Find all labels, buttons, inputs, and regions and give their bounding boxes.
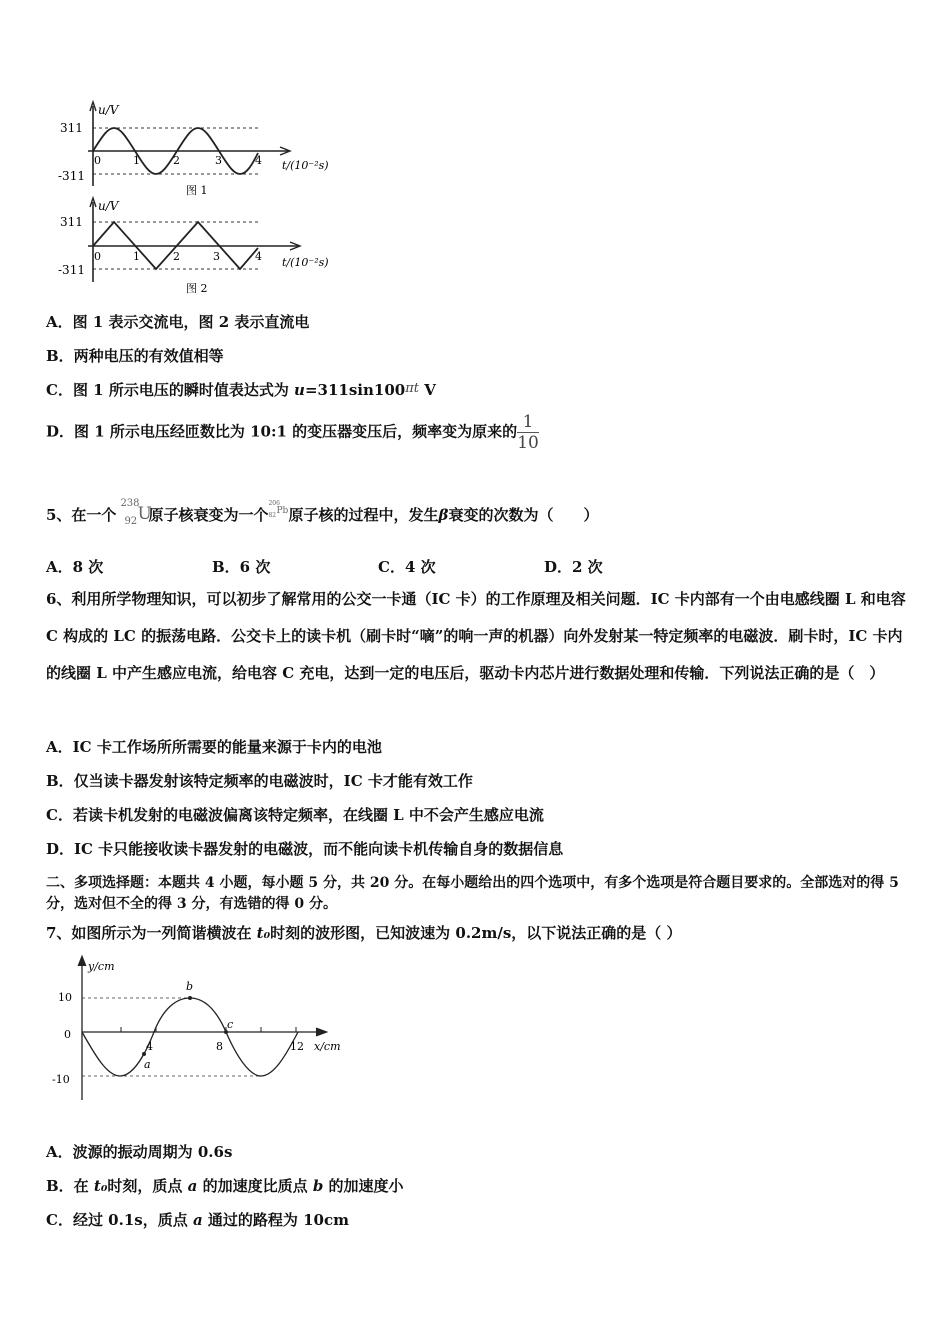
q7-stem-post: 时刻的波形图，已知波速为 0.2m/s，以下说法正确的是（ ）	[270, 924, 682, 942]
figure-2-tick: 0	[94, 250, 101, 263]
q7-t0: t₀	[256, 924, 271, 942]
q7-option-b[interactable]	[46, 1175, 404, 1196]
q7-y-top: 10	[58, 991, 72, 1004]
q7-option-b-post: 的加速度小	[323, 1177, 404, 1195]
nuclide-u-mass: 238	[120, 498, 140, 509]
figure-1-sine-voltage	[58, 98, 338, 198]
q4-option-c-pit: πt	[405, 381, 419, 396]
q4-option-c-expr: =311sin100	[304, 381, 406, 399]
figure-2-ylabel: u/V	[98, 199, 119, 213]
q7-wave-curve	[82, 998, 298, 1076]
q7-stem-pre: 7、如图所示为一列简谐横波在	[46, 924, 257, 942]
nuclide-u-number: 92	[124, 516, 138, 527]
q7-x-tick: 12	[290, 1040, 304, 1053]
q5-stem-post2: 衰变的次数为（ ）	[448, 506, 599, 524]
q7-option-b-a: a	[187, 1177, 198, 1195]
nuclide-pb-symbol: Pb	[276, 506, 289, 516]
point-b-dot	[188, 996, 192, 1000]
q4-option-c[interactable]	[46, 379, 436, 400]
figure-1-tick: 0	[94, 154, 101, 167]
q7-option-b-t0: t₀	[93, 1177, 108, 1195]
q4-option-b[interactable]: B．两种电压的有效值相等	[46, 347, 224, 365]
fraction-numerator: 1	[517, 412, 539, 433]
q6-option-d[interactable]: D．IC 卡只能接收读卡器发射的电磁波，而不能向读卡机传输自身的数据信息	[46, 840, 564, 858]
q7-point-b-label: b	[186, 980, 194, 993]
q7-wave-graph	[40, 952, 360, 1112]
q4-option-c-text: C．图 1 所示电压的瞬时值表达式为	[46, 381, 295, 399]
q5-stem-mid: 原子核衰变为一个	[148, 506, 269, 524]
q7-option-b-b: b	[312, 1177, 324, 1195]
figure-1-tick: 4	[255, 154, 262, 167]
q7-option-c[interactable]	[46, 1209, 349, 1230]
q7-y-bottom: -10	[52, 1073, 70, 1086]
q7-option-c-pre: C．经过 0.1s，质点	[46, 1211, 193, 1229]
q4-option-d-text: D．图 1 所示电压经匝数比为 10:1 的变压器变压后，频率变为原来的	[46, 422, 518, 441]
q5-beta: β	[438, 506, 449, 524]
nuclide-pb-mass: 206	[268, 500, 280, 507]
figure-1-y-bottom: -311	[58, 169, 85, 183]
figure-2-triangle-voltage	[58, 196, 338, 296]
q5-option-c[interactable]: C．4 次	[378, 558, 436, 576]
nuclide-u-symbol: U	[137, 504, 152, 524]
q7-option-a[interactable]: A．波源的振动周期为 0.6s	[46, 1143, 233, 1161]
figure-1-tick: 1	[133, 154, 140, 167]
figure-2-y-bottom: -311	[58, 263, 85, 277]
q6-option-b[interactable]: B．仅当读卡器发射该特定频率的电磁波时，IC 卡才能有效工作	[46, 772, 473, 790]
fraction-one-tenth	[517, 412, 539, 453]
figure-1-xlabel: t/(10⁻²s)	[282, 159, 329, 172]
figure-1-tick: 3	[215, 154, 222, 167]
q5-stem-post1: 原子核的过程中，发生	[288, 506, 439, 524]
nuclide-pb-number: 82	[268, 512, 277, 519]
figure-2-tick: 4	[255, 250, 262, 263]
q7-ylabel: y/cm	[88, 960, 115, 973]
q4-option-d[interactable]	[46, 412, 539, 453]
q7-option-b-mid2: 的加速度比质点	[197, 1177, 313, 1195]
q6-option-a[interactable]: A．IC 卡工作场所所需要的能量来源于卡内的电池	[46, 738, 382, 756]
q7-option-c-a: a	[192, 1211, 203, 1229]
q5-stem	[46, 498, 599, 527]
figure-2-y-top: 311	[60, 215, 83, 229]
q7-point-a-label: a	[144, 1058, 151, 1071]
q7-x-tick: 8	[216, 1040, 223, 1053]
q6-stem: 6、利用所学物理知识，可以初步了解常用的公交一卡通（IC 卡）的工作原理及相关问题．IC 卡内部有一个由电感线圈 L 和电容 C 构成的 LC 的振荡电路．公交卡上的读卡机（刷卡时“嘀”的响一声的机器）向外发射某一特定频率的电磁波．刷卡时，IC 卡内的线圈 L 中产生感应电流，给电容 C 充电，达到一定的电压后，驱动卡内芯片进行数据处理和传输．下列说法正确的是（ ）	[46, 590, 906, 682]
figure-1-tick: 2	[173, 154, 180, 167]
q7-option-b-pre: B．在	[46, 1177, 94, 1195]
figure-2-tick: 3	[213, 250, 220, 263]
q7-point-c-label: c	[227, 1018, 234, 1031]
nuclide-u238	[116, 498, 152, 527]
q5-stem-pre: 5、在一个	[46, 506, 117, 524]
q4-option-c-u: u	[294, 381, 305, 399]
q6-option-c[interactable]: C．若读卡机发射的电磁波偏离该特定频率，在线圈 L 中不会产生感应电流	[46, 806, 544, 824]
q5-option-b[interactable]: B．6 次	[212, 558, 271, 576]
nuclide-pb206	[268, 500, 289, 526]
q5-option-a[interactable]: A．8 次	[46, 558, 104, 576]
fraction-denominator: 10	[517, 433, 539, 453]
q5-options	[46, 556, 710, 577]
figure-2-tick: 2	[173, 250, 180, 263]
section-2-instructions: 二、多项选择题：本题共 4 小题，每小题 5 分，共 20 分。在每小题给出的四个选项中，有多个选项是符合题目要求的。全部选对的得 5 分，选对但不全的得 3 分，有选错的得 0 分。	[46, 875, 899, 912]
figure-2-xlabel: t/(10⁻²s)	[282, 256, 329, 269]
figure-1-caption: 图 1	[186, 184, 208, 197]
figure-2-tick: 1	[133, 250, 140, 263]
q7-y-zero: 0	[64, 1028, 71, 1041]
figure-1-y-top: 311	[60, 121, 83, 135]
q7-xlabel: x/cm	[314, 1040, 341, 1053]
q7-option-c-post: 通过的路程为 10cm	[202, 1211, 349, 1229]
figure-2-caption: 图 2	[186, 282, 208, 295]
q4-option-a[interactable]: A．图 1 表示交流电，图 2 表示直流电	[46, 313, 310, 331]
q7-x-tick: 4	[146, 1040, 153, 1053]
figure-1-ylabel: u/V	[98, 103, 119, 117]
q7-option-b-mid1: 时刻，质点	[107, 1177, 188, 1195]
q7-stem	[46, 922, 682, 943]
q4-option-c-unit: V	[418, 381, 436, 399]
q5-option-d[interactable]: D．2 次	[544, 558, 603, 576]
